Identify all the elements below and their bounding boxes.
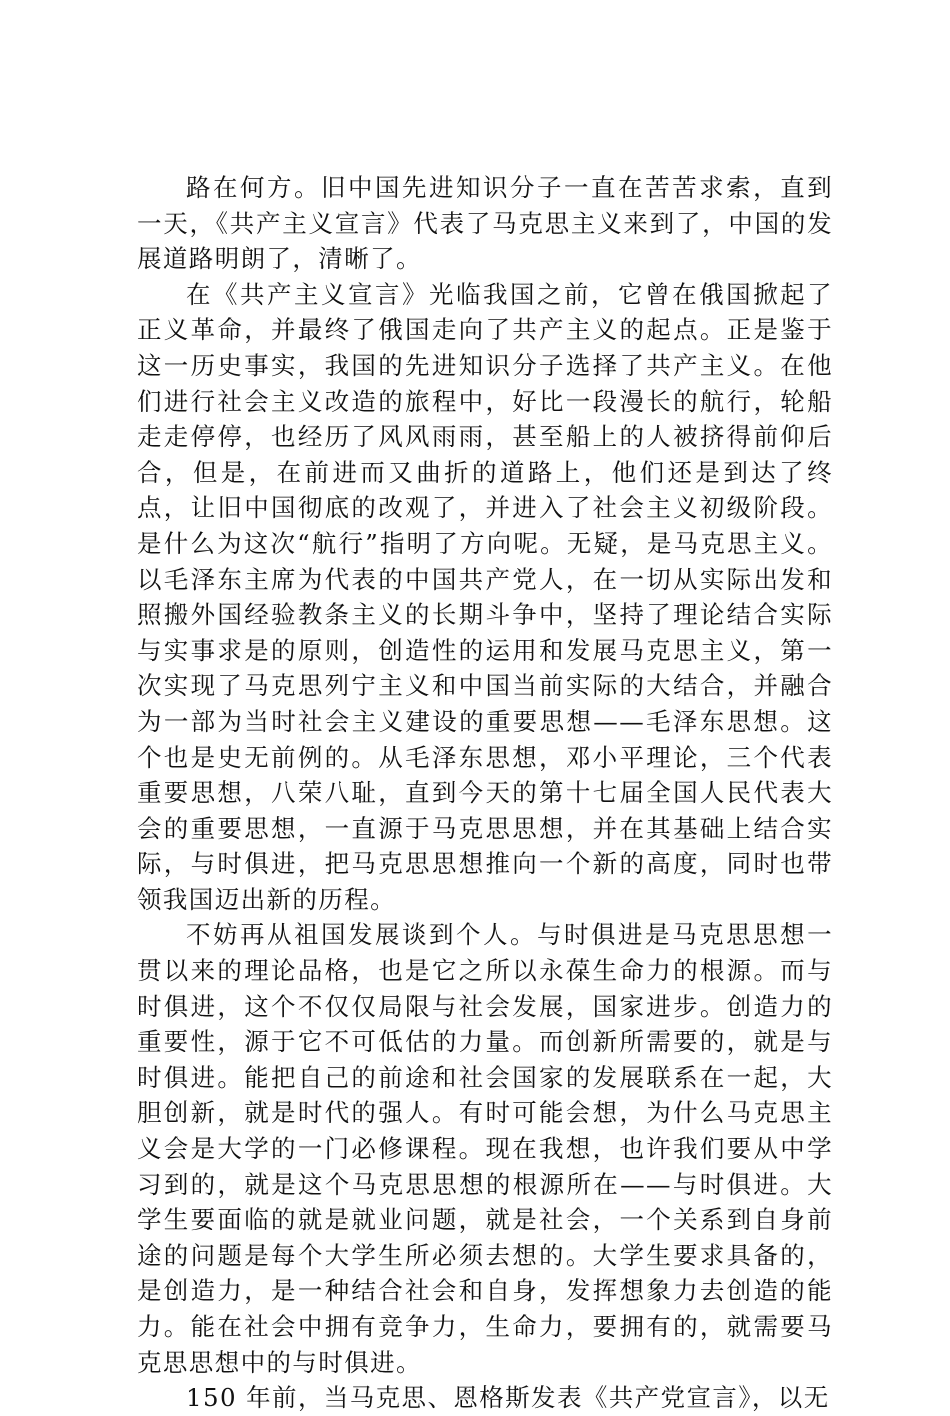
document-body <box>137 170 833 1416</box>
paragraph-1: 路在何方。旧中国先进知识分子一直在苦苦求索，直到一天，《共产主义宣言》代表了马克思主义来到了，中国的发展道路明朗了，清晰了。 <box>137 173 833 274</box>
paragraph-2: 在《共产主义宣言》光临我国之前，它曾在俄国掀起了正义革命，并最终了俄国走向了共产主义的起点。正是鉴于这一历史事实，我国的先进知识分子选择了共产主义。在他们进行社会主义改造的旅程中，好比一段漫长的航行，轮船走走停停，也经历了风风雨雨，甚至船上的人被挤得前仰后合，但是，在前进而又曲折的道路上，他们还是到达了终点，让旧中国彻底的改观了，并进入了社会主义初级阶段。是什么为这次“航行”指明了方向呢。无疑，是马克思主义。以毛泽东主席为代表的中国共产党人，在一切从实际出发和照搬外国经验教条主义的长期斗争中，坚持了理论结合实际与实事求是的原则，创造性的运用和发展马克思主义，第一次实现了马克思列宁主义和中国当前实际的大结合，并融合为一部为当时社会主义建设的重要思想——毛泽东思想。这个也是史无前例的。从毛泽东思想，邓小平理论，三个代表重要思想，八荣八耻，直到今天的第十七届全国人民代表大会的重要思想，一直源于马克思思想，并在其基础上结合实际，与时俱进，把马克思思想推向一个新的高度，同时也带领我国迈出新的历程。 <box>137 279 833 914</box>
paragraph-3: 不妨再从祖国发展谈到个人。与时俱进是马克思思想一贯以来的理论品格，也是它之所以永葆生命力的根源。而与时俱进，这个不仅仅局限与社会发展，国家进步。创造力的重要性，源于它不可低估的力量。而创新所需要的，就是与时俱进。能把自己的前途和社会国家的发展联系在一起，大胆创新，就是时代的强人。有时可能会想，为什么马克思主义会是大学的一门必修课程。现在我想，也许我们要从中学习到的，就是这个马克思思想的根源所在——与时俱进。大学生要面临的就是就业问题，就是社会，一个关系到自身前途的问题是每个大学生所必须去想的。大学生要求具备的，是创造力，是一种结合社会和自身，发挥想象力去创造的能力。能在社会中拥有竞争力，生命力，要拥有的，就需要马克思思想中的与时俱进。 <box>137 920 833 1377</box>
paragraph-4: 150 年前，当马克思、恩格斯发表《共产党宣言》，以无 <box>186 1383 830 1413</box>
